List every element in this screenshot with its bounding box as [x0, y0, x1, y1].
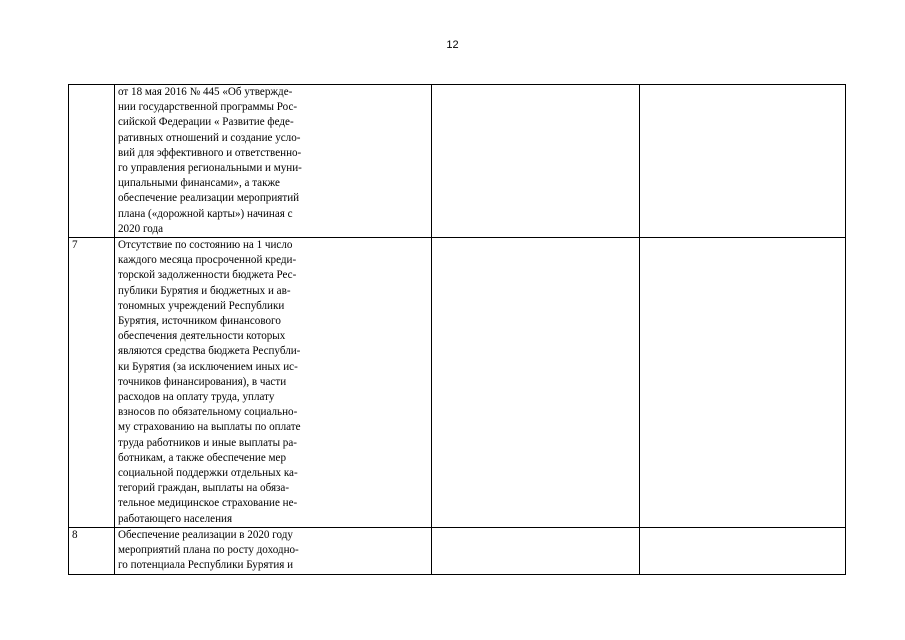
document-table: [68, 84, 846, 575]
page-number: 12: [446, 39, 459, 51]
table-row: [69, 85, 846, 238]
row-empty-cell: [640, 527, 846, 574]
row-empty-cell: [640, 85, 846, 238]
row-description-cell: Отсутствие по состоянию на 1 число каждого месяца просроченной креди- торской задолженности бюджета Рес- публики Бурятия и бюджетных и ав- тономных учреждений Республики Бурятия, источником финансового обеспечения деятельности которых являются средства бюджета Республи- ки Бурятия (за исключением иных ис- точников финансирования), в части расходов на оплату труда, уплату взносов по обязательному социально- му страхованию на выплаты по оплате труда работников и иные выплаты ра- ботникам, а также обеспечение мер социальной поддержки отдельных ка- тегорий граждан, выплаты на обяза- тельное медицинское страхование не- работающего населения: [115, 238, 432, 528]
table-row: [69, 527, 846, 574]
row-empty-cell: [432, 85, 640, 238]
row-number-cell: 7: [69, 238, 115, 528]
table-row: [69, 238, 846, 528]
row-description-cell: Обеспечение реализации в 2020 году мероприятий плана по росту доходно- го потенциала Республики Бурятия и: [115, 527, 432, 574]
row-description-cell: от 18 мая 2016 № 445 «Об утвержде- нии государственной программы Рос- сийской Федерации « Развитие феде- ративных отношений и создание усло- вий для эффективного и ответственно- го управления региональными и муни- ципальными финансами», а также обеспечение реализации мероприятий плана («дорожной карты») начиная с 2020 года: [115, 85, 432, 238]
row-number-cell: [69, 85, 115, 238]
row-empty-cell: [432, 238, 640, 528]
row-empty-cell: [640, 238, 846, 528]
row-empty-cell: [432, 527, 640, 574]
row-number-cell: 8: [69, 527, 115, 574]
